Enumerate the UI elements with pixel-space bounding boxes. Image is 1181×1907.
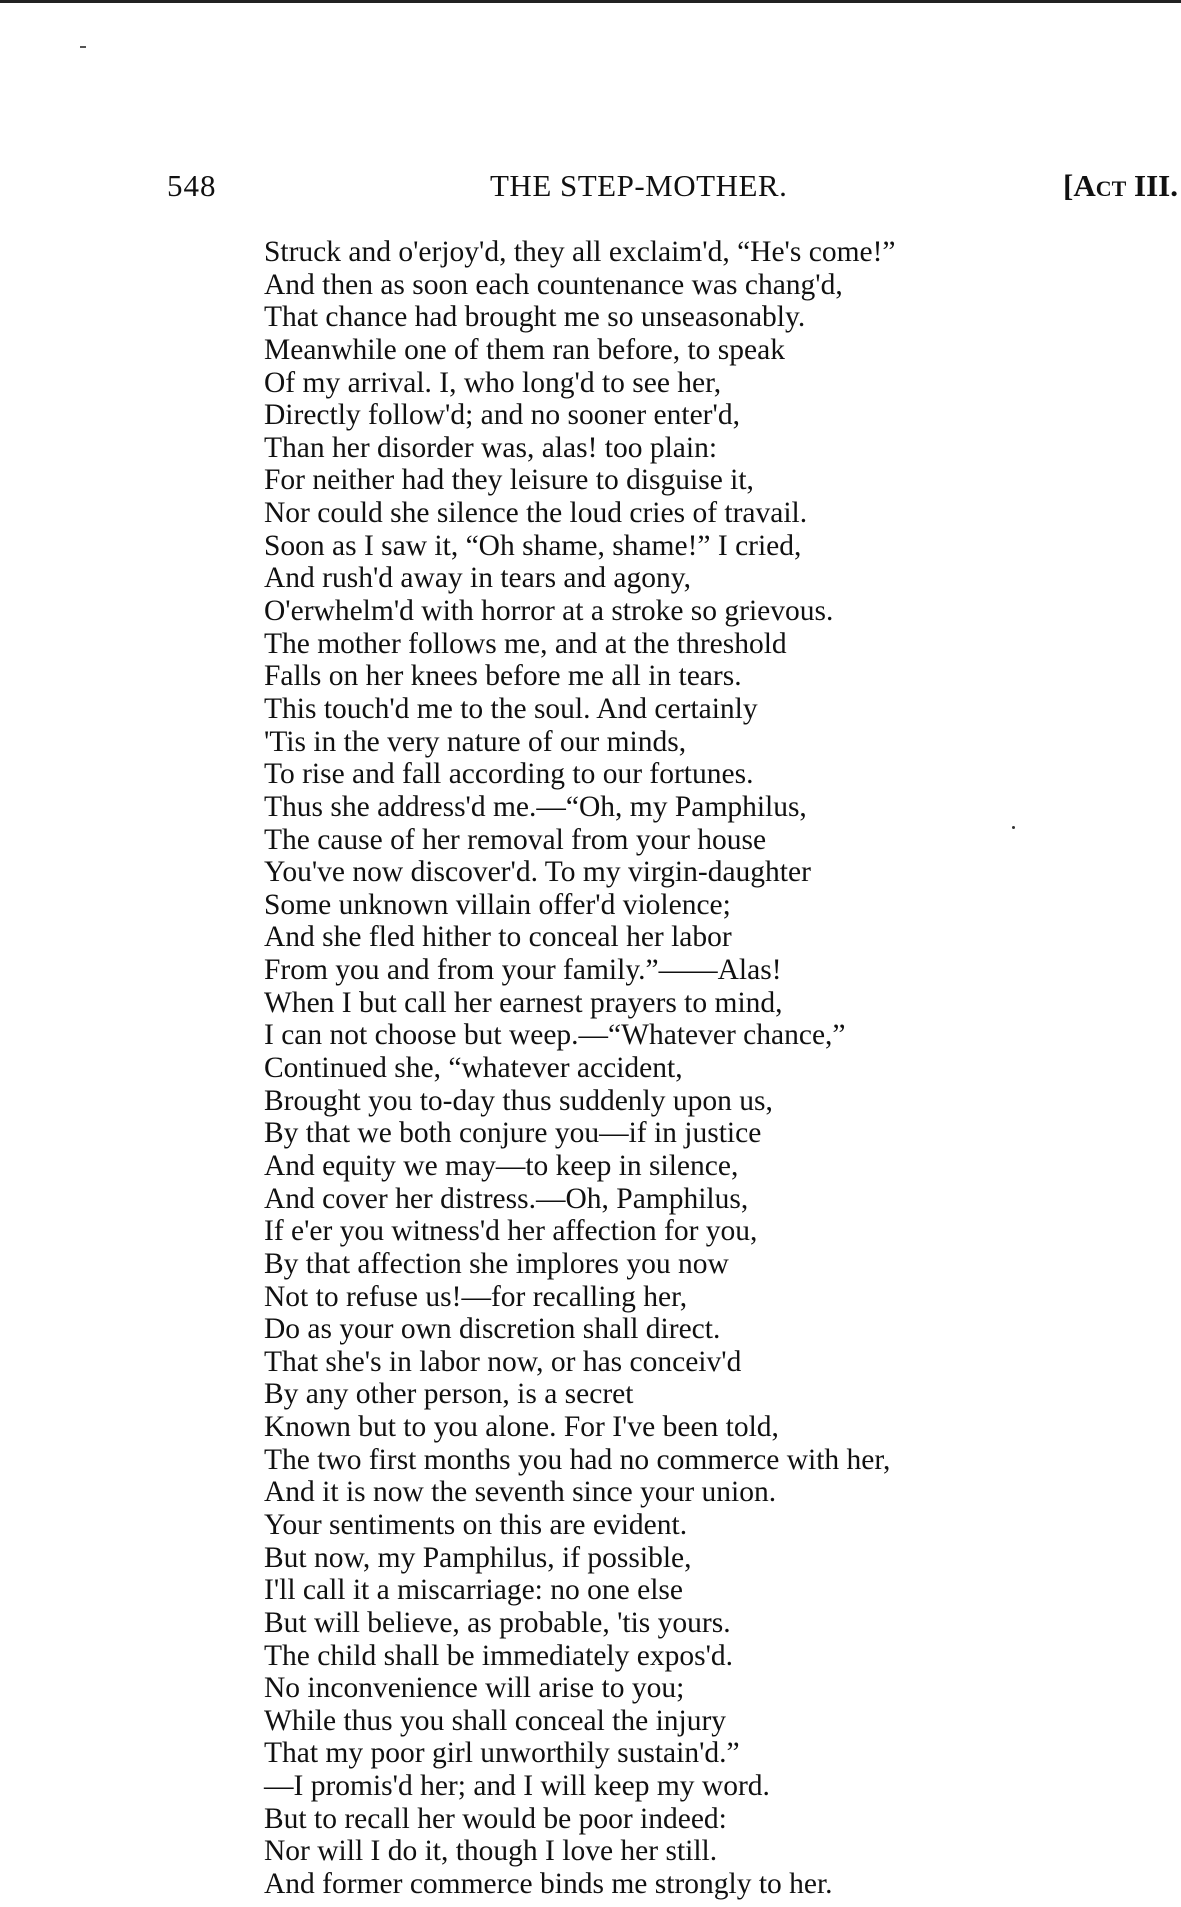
verse-line: The child shall be immediately expos'd. xyxy=(264,1639,734,1672)
verse-line: By any other person, is a secret xyxy=(264,1378,634,1411)
verse-line: The cause of her removal from your house xyxy=(264,823,767,856)
verse-line: That chance had brought me so unseasonably. xyxy=(264,301,806,334)
verse-line: When I but call her earnest prayers to mind, xyxy=(264,986,783,1019)
verse-line: And equity we may—to keep in silence, xyxy=(264,1149,739,1182)
verse-line: And cover her distress.—Oh, Pamphilus, xyxy=(264,1182,749,1215)
act-label: [Act III. xyxy=(1063,168,1178,203)
stray-mark xyxy=(1012,826,1015,829)
verse-line: By that affection she implores you now xyxy=(264,1247,729,1280)
verse-line: To rise and fall according to our fortunes. xyxy=(264,758,754,791)
verse-line: The two first months you had no commerce with her, xyxy=(264,1443,891,1476)
verse-line: Not to refuse us!—for recalling her, xyxy=(264,1280,688,1313)
verse-line: O'erwhelm'd with horror at a stroke so grievous. xyxy=(264,595,834,628)
verse-line: Brought you to-day thus suddenly upon us, xyxy=(264,1084,773,1117)
verse-line: But now, my Pamphilus, if possible, xyxy=(264,1541,692,1574)
verse-line: Falls on her knees before me all in tears. xyxy=(264,660,742,693)
verse-line: Meanwhile one of them ran before, to speak xyxy=(264,333,785,366)
verse-block xyxy=(264,236,1164,1901)
verse-line: Thus she address'd me.—“Oh, my Pamphilus, xyxy=(264,790,807,823)
verse-line: Your sentiments on this are evident. xyxy=(264,1508,688,1541)
verse-line: Nor could she silence the loud cries of travail. xyxy=(264,497,808,530)
verse-line: Soon as I saw it, “Oh shame, shame!” I cried, xyxy=(264,529,802,562)
verse-line: Directly follow'd; and no sooner enter'd, xyxy=(264,399,740,432)
verse-line: While thus you shall conceal the injury xyxy=(264,1704,727,1737)
verse-line: Continued she, “whatever accident, xyxy=(264,1052,683,1085)
verse-line: I'll call it a miscarriage: no one else xyxy=(264,1574,683,1607)
page-number: 548 xyxy=(167,168,217,203)
verse-line: But will believe, as probable, 'tis yours. xyxy=(264,1606,731,1639)
verse-line: 'Tis in the very nature of our minds, xyxy=(264,725,687,758)
verse-line: And she fled hither to conceal her labor xyxy=(264,921,732,954)
verse-line: No inconvenience will arise to you; xyxy=(264,1672,685,1705)
verse-line: That she's in labor now, or has conceiv'd xyxy=(264,1345,742,1378)
verse-line: Some unknown villain offer'd violence; xyxy=(264,888,731,921)
running-header xyxy=(0,166,1181,206)
verse-line: And it is now the seventh since your union. xyxy=(264,1476,777,1509)
verse-line: From you and from your family.”——Alas! xyxy=(264,954,782,987)
verse-line: Nor will I do it, though I love her still. xyxy=(264,1835,718,1868)
verse-line: By that we both conjure you—if in justice xyxy=(264,1117,762,1150)
verse-line: This touch'd me to the soul. And certainly xyxy=(264,692,758,725)
verse-line: That my poor girl unworthily sustain'd.” xyxy=(264,1737,740,1770)
verse-line: Than her disorder was, alas! too plain: xyxy=(264,431,718,464)
top-rule xyxy=(0,0,1181,3)
verse-line: And then as soon each countenance was chang'd, xyxy=(264,268,843,301)
verse-line: The mother follows me, and at the threshold xyxy=(264,627,787,660)
verse-line: Of my arrival. I, who long'd to see her, xyxy=(264,366,722,399)
verse-line: And former commerce binds me strongly to her. xyxy=(264,1868,833,1901)
verse-line: If e'er you witness'd her affection for you, xyxy=(264,1215,758,1248)
verse-line: Known but to you alone. For I've been told, xyxy=(264,1411,779,1444)
verse-line: Do as your own discretion shall direct. xyxy=(264,1313,721,1346)
verse-line: But to recall her would be poor indeed: xyxy=(264,1802,727,1835)
verse-line: For neither had they leisure to disguise it, xyxy=(264,464,754,497)
verse-line: —I promis'd her; and I will keep my word. xyxy=(264,1770,770,1803)
running-title: THE STEP-MOTHER. xyxy=(490,168,788,203)
verse-line: You've now discover'd. To my virgin-daughter xyxy=(264,856,811,889)
page-speck xyxy=(80,46,86,48)
verse-line: Struck and o'erjoy'd, they all exclaim'd, “He's come!” xyxy=(264,236,896,268)
verse-line: I can not choose but weep.—“Whatever chance,” xyxy=(264,1019,846,1052)
verse-line: And rush'd away in tears and agony, xyxy=(264,562,691,595)
